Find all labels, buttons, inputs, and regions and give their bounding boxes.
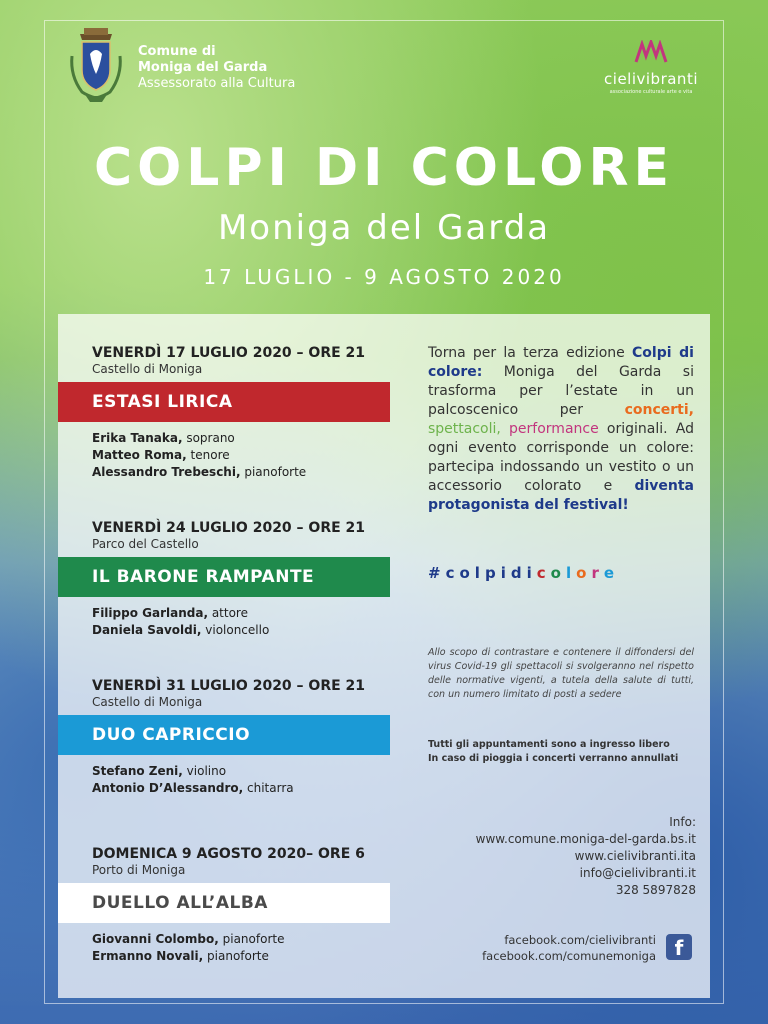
event-place: Castello di Moniga [92,695,203,709]
free-entry-note [428,738,694,766]
event-title-bar: DUELLO ALL’ALBA [58,883,390,923]
performer: Giovanni Colombo, pianoforte [92,932,285,946]
performer: Daniela Savoldi, violoncello [92,623,270,637]
cielivibranti-mark-icon [634,40,668,64]
hashtag-letter: o [459,564,475,582]
hashtag-letter: # [428,564,446,582]
festival-dates: 17 LUGLIO - 9 AGOSTO 2020 [203,265,565,289]
hashtag-letter: l [565,564,577,582]
facebook-link-cielivibranti[interactable]: facebook.com/cielivibranti [504,933,656,947]
event-4 [58,846,390,965]
logo-sub: associazione culturale arte e vita [609,89,693,95]
rain-note-line: In caso di pioggia i concerti verranno annullati [428,753,679,764]
hashtag-letter: c [536,564,551,582]
info-email[interactable]: info@cielivibranti.it [579,866,696,880]
festival-intro: Torna per la terza edizione Colpi di colore: Moniga del Garda si trasforma per l’estate in un palcoscenico per concerti, spettacoli, performance originali. Ad ogni evento corrisponde un colore: partecipa indossando un vestito o un accessorio colorato e diventa protagonista del festival! [428,345,694,513]
event-title-bar: ESTASI LIRICA [58,382,390,422]
comune-line2: Moniga del Garda [138,60,268,75]
event-title-bar: IL BARONE RAMPANTE [58,557,390,597]
event-date: VENERDÌ 24 LUGLIO 2020 – ORE 21 [92,520,366,536]
hashtag-letter: i [500,564,511,582]
hashtag [428,564,619,582]
facebook-link-comune[interactable]: facebook.com/comunemoniga [482,949,656,963]
hashtag-letter: c [445,564,460,582]
event-performers [58,605,390,639]
facebook-icon[interactable]: f [666,934,692,960]
hashtag-letter: l [474,564,485,582]
coat-of-arms-icon [66,26,126,106]
performer: Matteo Roma, tenore [92,448,230,462]
performer: Stefano Zeni, violino [92,764,227,778]
performer: Ermanno Novali, pianoforte [92,949,269,963]
performer: Antonio D’Alessandro, chitarra [92,781,294,795]
hashtag-letter: r [591,564,604,582]
event-date: VENERDÌ 17 LUGLIO 2020 – ORE 21 [92,345,366,361]
event-place: Parco del Castello [92,537,199,551]
performer: Alessandro Trebeschi, pianoforte [92,465,307,479]
covid-note: Allo scopo di contrastare e contenere il diffondersi del virus Covid-19 gli spettacoli si svolgeranno nel rispetto delle normative vigenti, a tutela della salute di tutti, con un numero limitato di posti a sedere [428,647,694,700]
festival-title: COLPI DI COLORE [93,138,675,198]
free-entry-line: Tutti gli appuntamenti sono a ingresso libero [428,739,670,750]
event-performers [58,430,390,481]
event-performers [58,763,390,797]
event-performers [58,931,390,965]
event-title-bar: DUO CAPRICCIO [58,715,390,755]
hashtag-letter: i [526,564,537,582]
hashtag-letter: e [603,564,620,582]
event-date: DOMENICA 9 AGOSTO 2020– ORE 6 [92,846,365,862]
hashtag-letter: d [510,564,527,582]
hashtag-letter: p [484,564,501,582]
info-phone: 328 5897828 [615,883,696,897]
comune-line1: Comune di [138,44,216,59]
event-1 [58,345,390,481]
logo-name: cielivibranti [604,70,698,88]
hashtag-letter: o [576,564,592,582]
info-label: Info: [669,815,696,829]
assessorato: Assessorato alla Cultura [138,76,296,91]
event-place: Castello di Moniga [92,362,203,376]
performer: Filippo Garlanda, attore [92,606,248,620]
hashtag-letter: o [550,564,566,582]
info-web-cielivibranti[interactable]: www.cielivibranti.ita [574,849,696,863]
info-block [476,814,696,899]
event-3 [58,678,390,797]
performer: Erika Tanaka, soprano [92,431,235,445]
event-date: VENERDÌ 31 LUGLIO 2020 – ORE 21 [92,678,366,694]
festival-subtitle: Moniga del Garda [217,208,551,248]
info-web-comune[interactable]: www.comune.moniga-del-garda.bs.it [475,832,696,846]
event-place: Porto di Moniga [92,863,186,877]
comune-header [66,26,295,106]
facebook-links [482,932,656,964]
event-2 [58,520,390,639]
cielivibranti-logo [604,40,698,95]
